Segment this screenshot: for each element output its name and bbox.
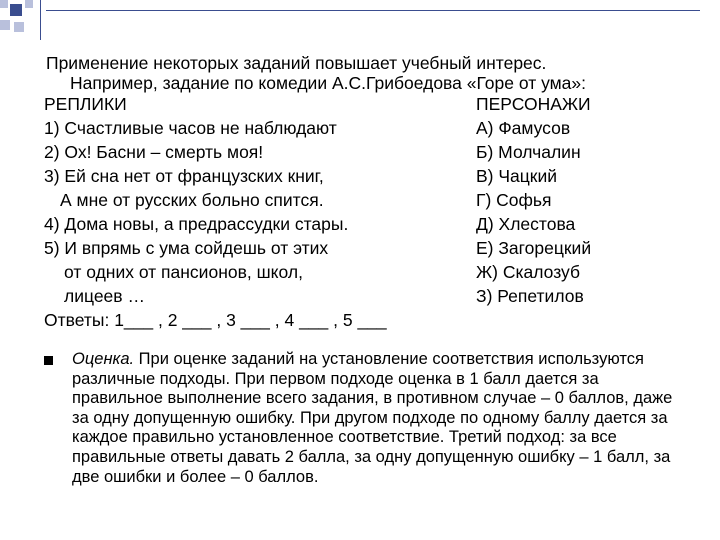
replica-item: 3) Ей сна нет от французских книг,	[44, 166, 324, 186]
assessment-term: Оценка.	[72, 350, 135, 368]
intro-line-1: Применение некоторых заданий повышает учебный интерес.	[46, 53, 547, 73]
answers-line: Ответы: 1___ , 2 ___ , 3 ___ , 4 ___ , 5 ___	[44, 310, 387, 330]
bullet-square-icon	[44, 356, 53, 365]
replica-item: 2) Ох! Басни – смерть моя!	[44, 142, 264, 162]
replica-item: лицеев …	[64, 286, 145, 306]
assessment-paragraph	[72, 350, 692, 487]
corner-decoration	[0, 0, 720, 40]
replica-item: А мне от русских больно спится.	[60, 190, 324, 210]
character-item: Б) Молчалин	[476, 142, 581, 162]
replica-item: 5) И впрямь с ума сойдешь от этих	[44, 238, 329, 258]
replica-item: 4) Дома новы, а предрассудки стары.	[44, 214, 349, 234]
characters-header: ПЕРСОНАЖИ	[476, 94, 591, 114]
character-item: А) Фамусов	[476, 118, 571, 138]
character-item: Е) Загорецкий	[476, 238, 592, 258]
character-item: З) Репетилов	[476, 286, 584, 306]
character-item: В) Чацкий	[476, 166, 557, 186]
character-item: Г) Софья	[476, 190, 552, 210]
replica-item: 1) Счастливые часов не наблюдают	[44, 118, 337, 138]
assessment-text: При оценке заданий на установление соответствия используются различные подходы. При первом подходе оценка в 1 балл дается за правильное выполнение всего задания, в противном случае – 0 баллов, даже за одну допущенную ошибку. При другом подходе по одному баллу дается за каждое правильно установленное соответствие. Третий подход: за все правильные ответы давать 2 балла, за одну допущенную ошибку – 1 балл, за две ошибки и более – 0 баллов.	[72, 350, 673, 486]
replicas-header: РЕПЛИКИ	[44, 94, 127, 114]
character-item: Ж) Скалозуб	[476, 262, 581, 282]
character-item: Д) Хлестова	[476, 214, 576, 234]
intro-line-2: Например, задание по комедии А.С.Грибоедова «Горе от ума»:	[70, 73, 586, 93]
replica-item: от одних от пансионов, школ,	[64, 262, 303, 282]
